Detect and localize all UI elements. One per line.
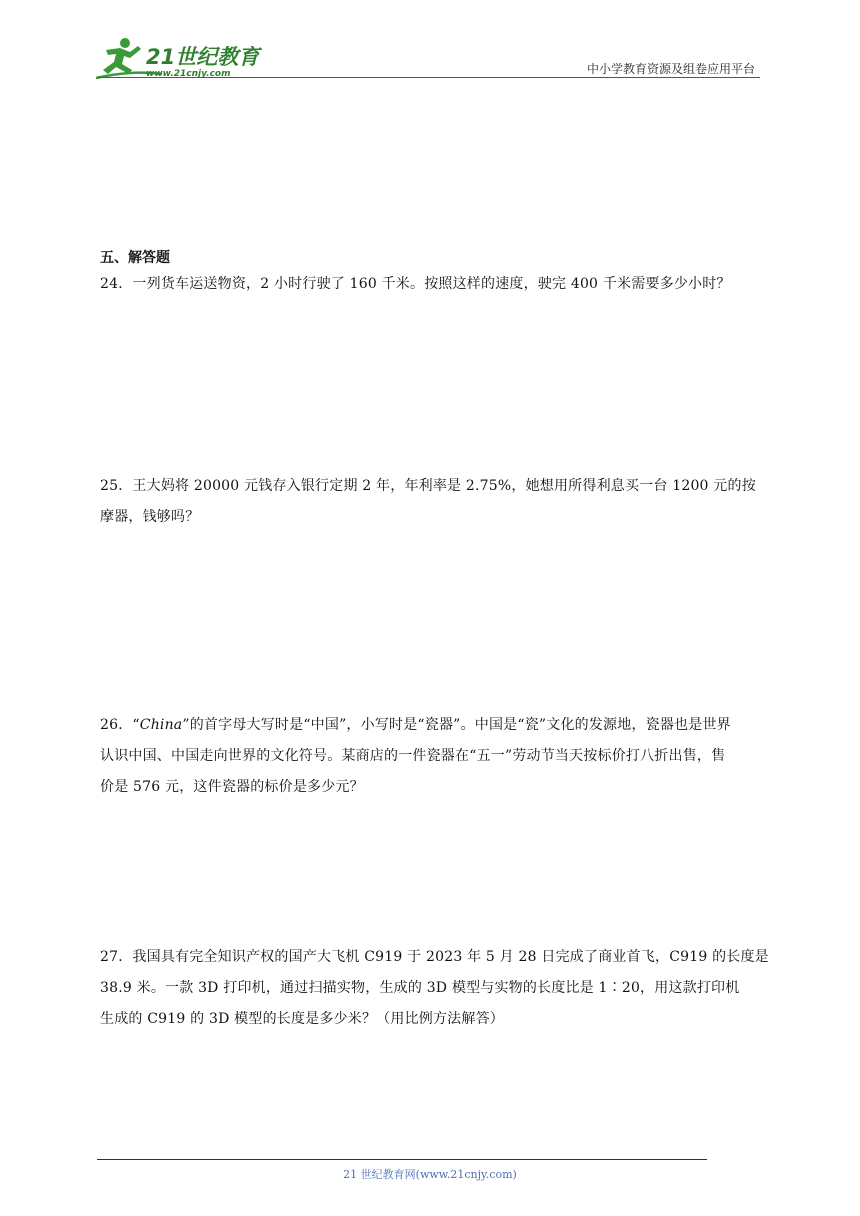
- question-line: 27．我国具有完全知识产权的国产大飞机 C919 于 2023 年 5 月 28 日完成了商业首飞，C919 的长度是: [100, 949, 769, 965]
- question-line: 摩器，钱够吗？: [100, 509, 200, 525]
- question-26: [100, 710, 765, 803]
- header-divider: [97, 77, 760, 78]
- logo-url: www.21cnjy.com: [146, 69, 231, 79]
- section-title: 五、解答题: [100, 250, 170, 266]
- question-line: 认识中国、中国走向世界的文化符号。某商店的一件瓷器在“五一”劳动节当天按标价打八折出售，售: [100, 748, 726, 764]
- question-25: [100, 471, 765, 533]
- question-line: 25．王大妈将 20000 元钱存入银行定期 2 年，年利率是 2.75%，她想用所得利息买一台 1200 元的按: [100, 478, 756, 494]
- china-word: China: [139, 717, 183, 733]
- question-line: [100, 710, 765, 741]
- question-line: 价是 576 元，这件瓷器的标价是多少元？: [100, 779, 364, 795]
- question-24: [100, 269, 765, 300]
- header-platform-text: 中小学教育资源及组卷应用平台: [586, 62, 755, 76]
- question-line: 生成的 C919 的 3D 模型的长度是多少米？（用比例方法解答）: [100, 1011, 504, 1027]
- quote-open: 26．“: [100, 717, 140, 733]
- logo-text: 21世纪教育: [146, 45, 260, 69]
- question-line: 24．一列货车运送物资，2 小时行驶了 160 千米。按照这样的速度，驶完 400 千米需要多少小时？: [100, 276, 731, 292]
- question-line: 38.9 米。一款 3D 打印机，通过扫描实物，生成的 3D 模型与实物的长度比是 1∶20，用这款打印机: [100, 980, 740, 996]
- footer-divider: [97, 1159, 707, 1160]
- site-logo: [92, 34, 262, 82]
- question-27: [100, 942, 769, 1035]
- line-rest: ”的首字母大写时是“中国”，小写时是“瓷器”。中国是“瓷”文化的发源地，瓷器也是世界: [182, 717, 731, 733]
- footer-link[interactable]: 21 世纪教育网(www.21cnjy.com): [343, 1168, 517, 1181]
